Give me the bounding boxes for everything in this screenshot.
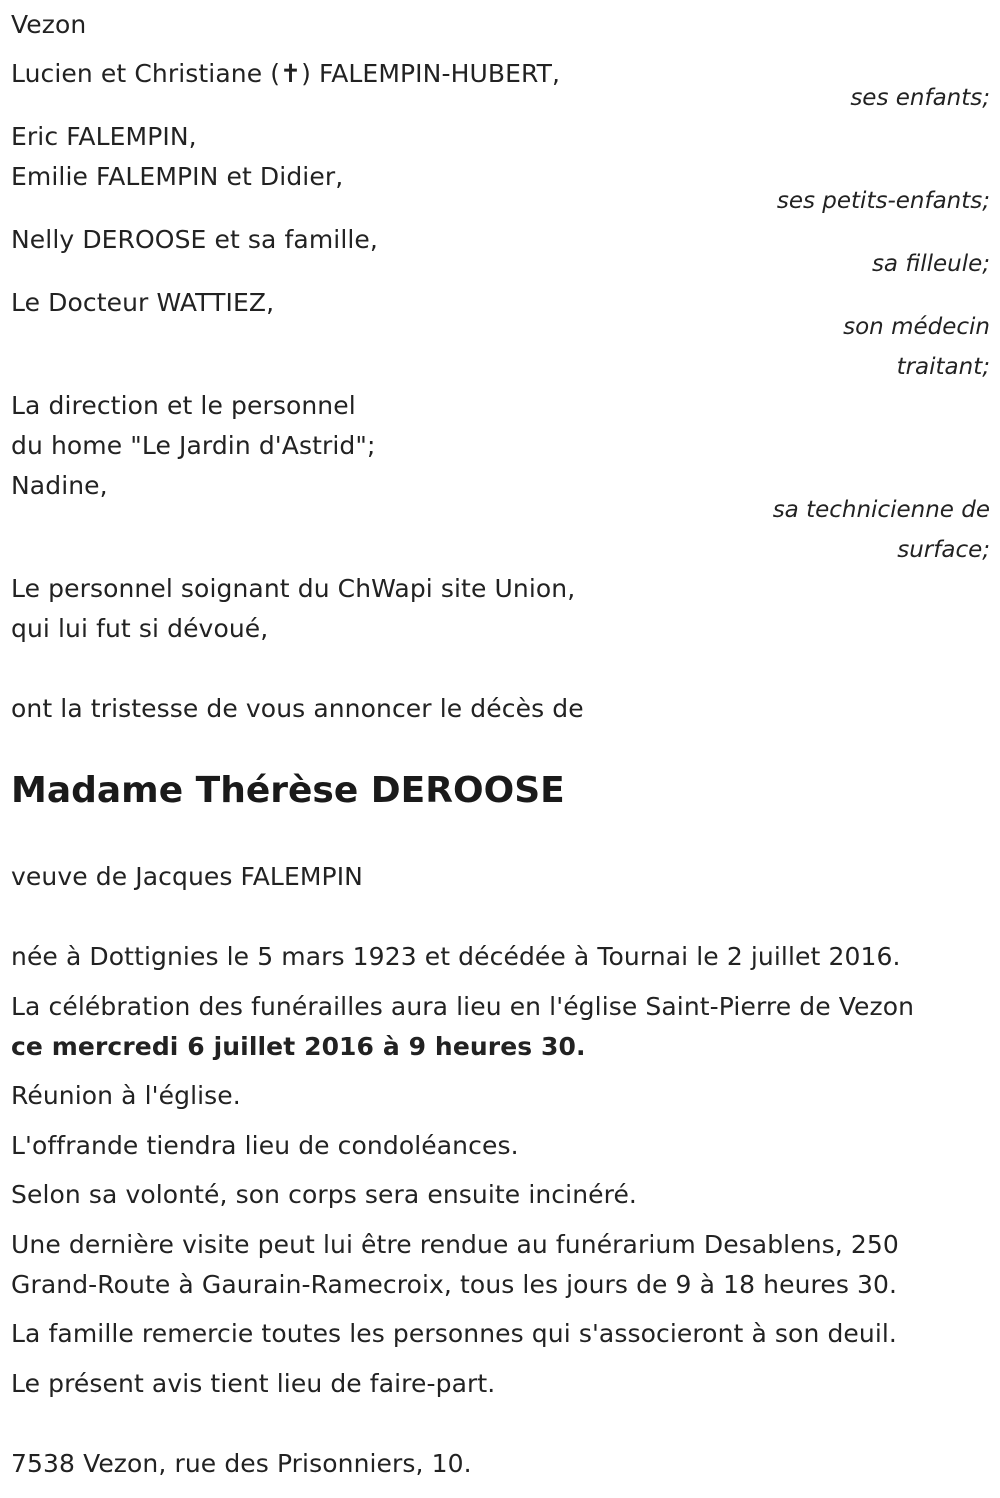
place-heading: Vezon: [11, 10, 87, 39]
offering-line: L'offrande tiendra lieu de condoléances.: [11, 1131, 519, 1160]
visit-line: Une dernière visite peut lui être rendue au funérarium Desablens, 250: [11, 1230, 899, 1259]
deceased-name: Madame Thérèse DEROOSE: [11, 770, 565, 811]
meeting-line: Réunion à l'église.: [11, 1081, 241, 1110]
announcement-text: ont la tristesse de vous annoncer le décès de: [11, 694, 584, 723]
birth-death-line: née à Dottignies le 5 mars 1923 et décédée à Tournai le 2 juillet 2016.: [11, 942, 901, 971]
grandchildren-role: ses petits-enfants;: [776, 188, 990, 214]
care-staff: qui lui fut si dévoué,: [11, 614, 269, 643]
children-names: Lucien et Christiane (✝) FALEMPIN-HUBERT,: [11, 59, 561, 88]
goddaughter-role: sa filleule;: [871, 251, 990, 277]
children-role: ses enfants;: [850, 85, 990, 111]
home-staff: La direction et le personnel: [11, 391, 356, 420]
grandchild-name: Eric FALEMPIN,: [11, 122, 197, 151]
nadine-role: sa technicienne de: [772, 497, 990, 523]
doctor-name: Le Docteur WATTIEZ,: [11, 288, 275, 317]
nadine-role: surface;: [897, 537, 990, 563]
spouse-line: veuve de Jacques FALEMPIN: [11, 862, 363, 891]
care-staff: Le personnel soignant du ChWapi site Union,: [11, 574, 576, 603]
grandchild-name: Emilie FALEMPIN et Didier,: [11, 162, 344, 191]
address-line: 7538 Vezon, rue des Prisonniers, 10.: [11, 1449, 472, 1478]
home-staff: du home "Le Jardin d'Astrid";: [11, 431, 376, 460]
cremation-line: Selon sa volonté, son corps sera ensuite incinéré.: [11, 1180, 637, 1209]
ceremony-date: ce mercredi 6 juillet 2016 à 9 heures 30.: [11, 1032, 586, 1061]
visit-line: Grand-Route à Gaurain-Ramecroix, tous les jours de 9 à 18 heures 30.: [11, 1270, 898, 1299]
doctor-role: son médecin: [843, 314, 990, 340]
doctor-role: traitant;: [896, 354, 990, 380]
thanks-line: La famille remercie toutes les personnes qui s'associeront à son deuil.: [11, 1319, 897, 1348]
notice-line: Le présent avis tient lieu de faire-part.: [11, 1369, 496, 1398]
goddaughter-name: Nelly DEROOSE et sa famille,: [11, 225, 378, 254]
ceremony-line: La célébration des funérailles aura lieu en l'église Saint-Pierre de Vezon: [11, 992, 915, 1021]
nadine-name: Nadine,: [11, 471, 108, 500]
